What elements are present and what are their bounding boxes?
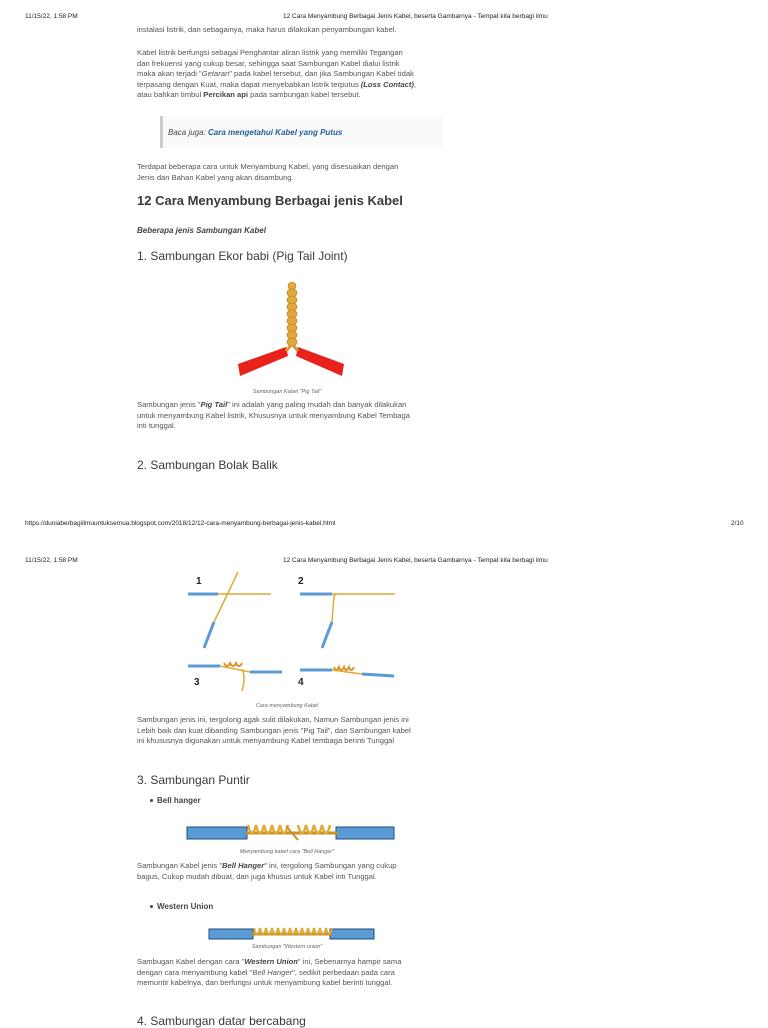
pig-tail-paragraph: Sambungan jenis "Pig Tail" ini adalah yang paling mudah dan banyak dilakukan untuk menyambung Kabel listrik, Khususnya untuk menyambung Kabel Tembaga inti tunggal. — [137, 400, 410, 430]
step-label-3: 3 — [194, 677, 200, 688]
bullet-western-union: Western Union — [150, 902, 213, 911]
bolak-balik-paragraph: Sambungan jenis ini, tergolong agak sulit dilakukan, Namun Sambungan jenis ini Lebih baik dan kuat dibanding Sambungan jenis "Pig Tail", dan Sambungan kabel ini khususnya digunakan untuk menyambung Kabel tembaga berinti Tunggal — [137, 715, 411, 745]
western-union-paragraph: Sambugan Kabel dengan cara "Western Union" ini, Sebenarnya hampir sama dengan cara menyambung kabel "Bell Hanger", sedikit perbedaan pada cara memuntir kabelnya, dan berfungsi untuk menyambung kabel berinti tunggal. — [137, 957, 402, 987]
print-footer-url: https://duniaberbagiilmuuntuksemua.blogspot.com/2018/12/12-cara-menyambung-berbagai-jenis-kabel.html — [25, 520, 336, 527]
related-post-link[interactable]: Cara mengetahui Kabel yang Putus — [208, 128, 343, 137]
related-label: Baca juga: — [168, 128, 209, 137]
figure-caption-western-union: Sambungan "Western union" — [251, 944, 323, 950]
intro-paragraph-2: Terdapat beberapa cara untuk Menyambung Kabel, yang disesuaikan dengan Jenis dan Bahan Kabel yang akan disambung. — [137, 162, 399, 182]
intro-paragraph-1: Kabel listrik berfungsi sebagai Penghantar aliran listrik yang memiliki Tegangan dan frekuensi yang cukup besar, sehingga saat Sambungan Kabel dialui listrik maka akan terjadi "Getaran" pada kabel tersebut, dan jika Sambungan Kabel tidak terpasang dengan Kuat, maka dapat menyebabkan listrik terputus (Loss Contact), atau bahkan timbul Percikan api pada sambungan kabel tersebut. — [137, 48, 417, 99]
print-page-number: 2/10 — [731, 520, 744, 527]
related-post-callout — [160, 116, 443, 148]
bullet-dot — [150, 799, 153, 802]
figure-caption-steps: Cara menyambung Kabel — [255, 703, 319, 709]
figure-caption-pig-tail: Sambungan Kabel "Pig Tail" — [252, 389, 322, 395]
pig-tail-joint-illustration — [236, 282, 346, 380]
print-page-title: 12 Cara Menyambung Berbagai Jenis Kabel, beserta Gambarnya - Tempat kita berbagi ilmu — [283, 13, 548, 20]
bell-hanger-illustration — [186, 822, 396, 844]
bolak-balik-steps-diagram — [186, 570, 401, 695]
bullet-bell-hanger: Bell hanger — [150, 796, 201, 805]
section-subtitle: Beberapa jenis Sambungan Kabel — [137, 226, 266, 235]
bullet-dot — [150, 905, 153, 908]
print-page-title-2: 12 Cara Menyambung Berbagai Jenis Kabel, beserta Gambarnya - Tempat kita berbagi ilmu — [283, 557, 548, 564]
print-datetime: 11/15/22, 1:58 PM — [25, 13, 78, 20]
intro-text: instalasi listrik, dan sebagainya, maka harus dilakukan penyambungan kabel. — [137, 25, 397, 34]
heading-puntir: 3. Sambungan Puntir — [137, 773, 250, 787]
step-label-4: 4 — [298, 677, 304, 688]
western-union-illustration — [208, 926, 376, 942]
intro-paragraph-0 — [137, 25, 437, 36]
step-label-2: 2 — [298, 576, 304, 587]
print-datetime-2: 11/15/22, 1:58 PM — [25, 557, 78, 564]
heading-bolak-balik: 2. Sambungan Bolak Balik — [137, 458, 278, 472]
heading-datar-bercabang: 4. Sambungan datar bercabang — [137, 1014, 306, 1028]
heading-pig-tail: 1. Sambungan Ekor babi (Pig Tail Joint) — [137, 249, 348, 263]
step-label-1: 1 — [196, 576, 202, 587]
section-heading: 12 Cara Menyambung Berbagai jenis Kabel — [137, 193, 403, 208]
figure-caption-bell-hanger: Menyambung kabel cara "Bell Hanger" — [239, 849, 335, 855]
bell-hanger-paragraph: Sambungan Kabel jenis "Bell Hanger" ini, tergolong Sambungan yang cukup bagus, Cukup mudah dibuat, dan juga khusus untuk Kabel inti Tunggal. — [137, 861, 397, 881]
